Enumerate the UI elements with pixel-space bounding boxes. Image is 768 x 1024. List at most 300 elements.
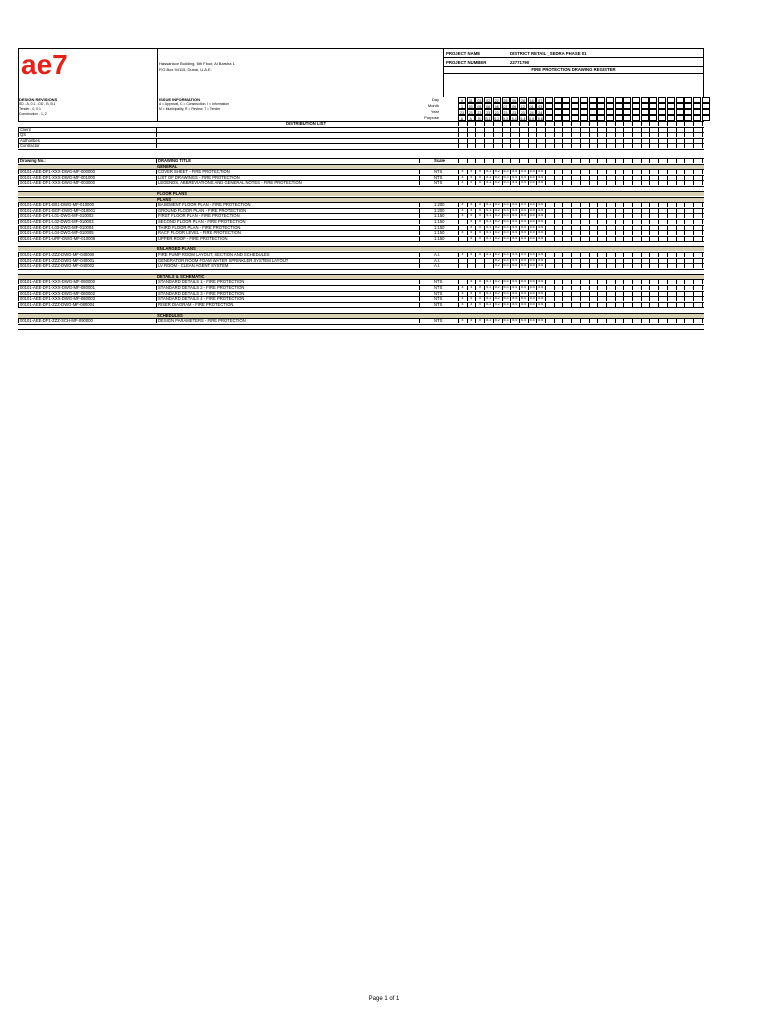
drawing-title: DESIGN PARAMETERS - FIRE PROTECTION (156, 318, 421, 323)
revision-cell: 5.5 (529, 279, 535, 284)
design-revisions-line: Tender - 0, 0.1 (19, 107, 41, 111)
row-divider (18, 269, 704, 270)
revision-cell: 5.4 (512, 213, 518, 218)
drawing-scale: A.I. (419, 258, 457, 263)
revision-cell: 5.4 (520, 219, 526, 223)
drawing-number: 00101-AEE-DF1-ZZZ-DWG-MF-040001 (18, 258, 158, 263)
revision-cell: 5.5 (529, 263, 535, 268)
revision-cell: 5.4 (520, 263, 526, 268)
revision-cell: 5 (475, 285, 483, 290)
revision-purpose-cell: A (458, 115, 466, 121)
revision-year-cell: 23 (520, 111, 525, 115)
revision-cell: 5.5 (529, 257, 535, 262)
revision-cell: 5.1 (486, 213, 492, 218)
row-divider (18, 285, 704, 286)
revision-cell: 5.2 (494, 263, 500, 268)
row-divider (18, 225, 704, 226)
revision-cell: 4 (467, 279, 475, 284)
revision-cell: 5.6 (538, 213, 544, 218)
drawing-title: UPPER ROOF - FIRE PROTECTION (156, 236, 421, 241)
revision-month-cell: 05 (477, 105, 482, 109)
issue-information (157, 97, 443, 121)
distribution-party: Contractor (18, 143, 158, 148)
revision-cell: 5.2 (494, 235, 500, 240)
revision-year-cell: 24 (529, 111, 534, 115)
drawing-title: RISER DIAGRAM - FIRE PROTECTION (156, 302, 421, 307)
drawing-scale: A.I. (419, 252, 457, 257)
logo-text: ae7 (21, 52, 68, 78)
drawing-scale: 1:150 (419, 213, 457, 218)
revision-cell: 5.3 (503, 230, 509, 235)
drawing-title: STANDARD DETAILS 1 - FIRE PROTECTION (156, 279, 421, 284)
revision-month-cell: 06 (494, 105, 499, 109)
section-title: PLANS (157, 196, 172, 202)
row-divider (18, 186, 704, 187)
revision-cell: 4 (467, 230, 475, 235)
revision-info (18, 97, 704, 121)
revision-cell: 5.5 (529, 235, 535, 240)
revision-cell: 5.2 (494, 257, 500, 262)
revision-cell: 5.1 (486, 301, 492, 306)
revision-cell: 5.6 (538, 230, 544, 235)
revision-cell: 4 (458, 208, 466, 213)
drawing-number: 00101-AEE-DF1-XXX-DWG-MF-000000 (18, 169, 158, 174)
revision-cell: 5.5 (529, 174, 535, 179)
day-label: Day (431, 97, 439, 102)
revision-month-cell: 03 (538, 105, 543, 109)
row-divider (18, 291, 704, 292)
revision-cell: 4 (458, 302, 466, 307)
drawing-title: STANDARD DETAILS 4 - FIRE PROTECTION (156, 296, 421, 301)
revision-cell: 5.3 (503, 301, 509, 306)
row-divider (18, 313, 704, 314)
revision-cell: 4 (458, 169, 466, 174)
revision-cell: 4 (458, 180, 466, 185)
revision-cell: 4 (467, 213, 475, 218)
revision-cell: 5.5 (529, 224, 535, 229)
drawing-number: 00101-AEE-DF1-URF-DWG-MF-010006 (18, 236, 158, 241)
revision-cell: 5.2 (494, 296, 500, 301)
revision-cell: 5.1 (486, 174, 492, 179)
revision-cell: 5.3 (503, 219, 509, 223)
revision-cell: 5.6 (538, 290, 544, 295)
drawing-scale: NTS (419, 180, 457, 185)
issue-information-line: A = Approval, C = Construction, I = Information (159, 102, 230, 106)
revision-cell: 5 (475, 202, 483, 207)
revision-cell: 5.5 (529, 252, 535, 257)
row-divider (18, 263, 704, 264)
revision-cell: 5.5 (529, 180, 535, 185)
drawing-title: GROUND FLOOR PLAN - FIRE PROTECTION (156, 208, 421, 213)
drawing-scale: NTS (419, 318, 457, 323)
revision-cell: 5 (475, 230, 483, 235)
project-number-label: PROJECT NUMBER (446, 59, 487, 65)
revision-cell: 5.3 (503, 169, 509, 174)
drawing-number: 00101-AEE-DF1-XXX-DWG-MF-003000 (18, 180, 158, 185)
revision-cell: 5.4 (520, 169, 526, 174)
revision-cell: 5.4 (520, 235, 526, 240)
drawing-scale: 1:150 (419, 219, 457, 224)
issue-information-title: ISSUE INFORMATION (159, 97, 201, 102)
distribution-party: Authorities (18, 138, 158, 143)
revision-day-cell: 28 (520, 99, 525, 103)
drawing-scale: NTS (419, 285, 457, 290)
issue-information-line: M = Municipality, R = Review, T = Tender (159, 107, 221, 111)
revision-purpose-cell: 5.4 (520, 117, 526, 121)
revision-cell: 4 (467, 296, 475, 301)
row-divider (18, 258, 704, 259)
revision-cell: 5.1 (486, 224, 492, 229)
revision-cell: 5.3 (503, 279, 509, 284)
revision-cell: 5.5 (529, 230, 535, 235)
row-divider (18, 219, 704, 220)
revision-cell: 5.4 (512, 257, 518, 262)
revision-cell: 5.3 (503, 296, 509, 301)
section-title: DETAILS & SCHEMATIC (157, 273, 205, 279)
revision-cell: 5.4 (520, 318, 526, 323)
revision-cell: 5.3 (503, 285, 509, 290)
drawing-number: 00101-AEE-DF1-XXX-DWG-MF-080000 (18, 279, 158, 284)
revision-cell: 5.4 (512, 301, 518, 306)
revision-cell: 5.5 (529, 219, 535, 223)
revision-cell: 5.5 (529, 285, 535, 290)
revision-cell: 5.1 (486, 290, 492, 295)
revision-cell: 5.4 (520, 285, 526, 290)
year-label: Year (430, 109, 439, 114)
revision-cell: 5.6 (538, 235, 544, 240)
revision-cell: 5.1 (486, 285, 492, 290)
revision-cell: 5.6 (538, 318, 544, 323)
row-divider (18, 246, 704, 247)
section-title: SCHEDULES (157, 312, 183, 318)
revision-cell: 5.4 (520, 290, 526, 295)
revision-cell: 5.3 (503, 257, 509, 262)
revision-cell: 4 (467, 169, 475, 174)
revision-purpose-cell: B.1 (485, 117, 491, 121)
design-revisions (18, 97, 157, 121)
revision-cell: 5.6 (538, 279, 544, 284)
drawing-scale: 1:150 (419, 236, 457, 241)
revision-cell: 5.4 (512, 296, 518, 301)
revision-year-cell: 23 (486, 111, 491, 115)
revision-day-cell: 31 (468, 99, 473, 103)
revision-cell: 5.3 (503, 290, 509, 295)
drawing-number: 00101-AEE-DF1-ZZZ-SCH-MF-090000 (18, 318, 158, 323)
address-line-2: P.O.Box 94115, Dubai, U.A.E. (159, 66, 212, 72)
revision-cell: 4 (458, 291, 466, 296)
revision-cell: 5.4 (520, 257, 526, 262)
row-divider (18, 208, 704, 209)
revision-month-cell: 01 (529, 105, 534, 109)
revision-cell: 5.3 (503, 180, 509, 185)
drawing-title: RACF FLOOR LEVEL - FIRE PROTECTION (156, 230, 421, 235)
revision-cell: 5.1 (486, 202, 492, 207)
drawing-scale: NTS (419, 302, 457, 307)
row-divider (18, 138, 704, 139)
revision-cell: 4 (467, 208, 475, 213)
revision-cell: 5.1 (486, 235, 492, 240)
purpose-label: Purpose (424, 115, 439, 120)
revision-cell: 4 (467, 252, 475, 257)
drawing-number: 00101-AEE-DF1-ZZZ-DWG-MF-080004 (18, 302, 158, 307)
drawing-title: STANDARD DETAILS 2 - FIRE PROTECTION (156, 285, 421, 290)
drawing-title: LIST OF DRAWINGS - FIRE PROTECTION (156, 175, 421, 180)
drawing-scale: 1:150 (419, 230, 457, 235)
revision-month-cell: 07 (503, 105, 508, 109)
revision-cell: 5.4 (512, 318, 518, 323)
revision-cell: 5.4 (520, 301, 526, 306)
revision-cell: 5.2 (494, 230, 500, 235)
revision-cell: 5 (475, 302, 483, 307)
revision-cell: 5 (475, 296, 483, 301)
revision-cell: 4 (467, 291, 475, 296)
revision-day-cell: 02 (486, 99, 491, 103)
register-title: FIRE PROTECTION DRAWING REGISTER (444, 67, 703, 74)
drawing-number: 00101-AEE-DF1-BGF-DWG-MF-010001 (18, 208, 158, 213)
revision-cell: 5 (475, 169, 483, 174)
distribution-party: Client (18, 127, 158, 132)
drawing-number: 00101-AEE-DF1-XXX-DWG-MF-001000 (18, 175, 158, 180)
drawing-scale: 1:200 (419, 208, 457, 213)
revision-day-cell: 9 (458, 97, 466, 103)
drawing-number: 00101-AEE-DF1-ZZZ-DWG-MF-040002 (18, 263, 158, 268)
revision-day-cell: 22 (494, 99, 499, 103)
row-divider (18, 236, 704, 237)
logo-cell (18, 49, 157, 97)
row-divider (18, 121, 704, 122)
revision-cell: 5.2 (494, 207, 500, 212)
revision-cell: 5.4 (520, 180, 526, 185)
drawing-title: COVER SHEET - FIRE PROTECTION (156, 169, 421, 174)
drawing-no-header: Drawing No.: (18, 158, 158, 163)
row-divider (18, 324, 704, 325)
project-name-value: DISTRICT RETAIL _SEDRA PHASE 01 (510, 50, 587, 56)
row-divider (18, 180, 704, 181)
revision-cell: 5.4 (512, 290, 518, 295)
revision-cell: 4 (467, 202, 475, 207)
revision-cell: 5.6 (538, 180, 544, 185)
row-divider (18, 307, 704, 308)
revision-cell: 5.4 (520, 202, 526, 207)
revision-cell: 5.4 (512, 285, 518, 290)
row-divider (18, 164, 704, 165)
revision-cell: 4 (458, 213, 466, 218)
drawing-title: FIRE PUMP ROOM LAYOUT, SECTION AND SCHEDULES (156, 252, 421, 257)
revision-cell: 5.6 (538, 285, 544, 290)
revision-cell: 5.3 (503, 263, 509, 268)
design-revisions-title: DESIGN REVISIONS (19, 97, 58, 102)
revision-day-cell: 09 (512, 99, 517, 103)
revision-cell: 5.2 (494, 290, 500, 295)
revision-cell: 5.2 (494, 252, 500, 257)
revision-cell: 5.3 (503, 235, 509, 240)
revision-month-cell: 09 (512, 105, 517, 109)
revision-cell: 5.6 (538, 257, 544, 262)
row-divider (18, 296, 704, 297)
revision-cell: 4 (458, 285, 466, 290)
revision-cell: 5.4 (512, 279, 518, 284)
section-title: FLOOR PLANS (157, 191, 188, 196)
revision-cell: 5.4 (512, 174, 518, 179)
page-number: Page 1 of 1 (368, 996, 400, 1002)
register-table (18, 121, 704, 329)
drawing-scale: NTS (419, 169, 457, 174)
revision-purpose-cell: 5.5 (529, 117, 535, 121)
revision-cell: 5 (475, 291, 483, 296)
revision-cell: 5.6 (538, 174, 544, 179)
revision-cell: 5.4 (512, 235, 518, 240)
revision-cell: 5.6 (538, 263, 544, 268)
row-divider (18, 143, 704, 144)
section-title: GENERAL (157, 163, 178, 169)
revision-cell: 5 (475, 175, 483, 180)
revision-day-cell: 25 (503, 99, 508, 103)
drawing-number: 00101-AEE-DF1-ZZZ-DWG-MF-040000 (18, 252, 158, 257)
row-divider (18, 329, 704, 330)
drawing-scale: NTS (419, 279, 457, 284)
row-divider (18, 149, 704, 150)
ae7-logo (21, 52, 91, 78)
revision-cell: 5.4 (520, 174, 526, 179)
revision-cell: 5.4 (512, 180, 518, 185)
revision-cell: 5.3 (503, 202, 509, 207)
revision-cell: 5.5 (529, 169, 535, 174)
drawing-scale: NTS (419, 291, 457, 296)
row-divider (18, 318, 704, 319)
drawing-title-header: DRAWING TITLE (156, 158, 421, 163)
row-divider (18, 302, 704, 303)
revision-cell: 5 (475, 252, 483, 257)
project-number-value: 22771790 (510, 59, 530, 65)
revision-cell: 5.4 (520, 252, 526, 257)
drawing-register-sheet (18, 48, 704, 329)
revision-cell: 5 (475, 208, 483, 213)
revision-cell: 5.3 (503, 213, 509, 218)
drawing-number: 00101-AEE-DF1-L01-DWG-MF-010002 (18, 213, 158, 218)
revision-cell: 5 (475, 279, 483, 284)
revision-cell: 4 (458, 202, 466, 207)
revision-cell: 5.3 (503, 174, 509, 179)
revision-year-cell: 23 (468, 111, 473, 115)
row-divider (18, 175, 704, 176)
revision-cell: 5.5 (529, 318, 535, 323)
revision-cell: 5.5 (529, 296, 535, 301)
row-divider (18, 202, 704, 203)
section-title: ENLARGED PLANS (157, 246, 196, 252)
revision-cell: 5.3 (503, 207, 509, 212)
drawing-title: STANDARD DETAILS 3 - FIRE PROTECTION (156, 291, 421, 296)
revision-cell: 5.5 (529, 213, 535, 218)
revision-cell: 5.3 (503, 252, 509, 257)
revision-cell: 5.5 (529, 207, 535, 212)
drawing-scale: A.I. (419, 263, 457, 268)
project-name-label: PROJECT NAME (446, 50, 481, 56)
revision-cell: 5.2 (494, 318, 500, 323)
drawing-title: THIRD FLOOR PLAN - FIRE PROTECTION (156, 225, 421, 230)
revision-cell: 5.1 (486, 207, 492, 212)
revision-cell: 5.5 (529, 301, 535, 306)
drawing-scale: 1:200 (419, 202, 457, 207)
revision-cell: 5.2 (494, 224, 500, 229)
drawing-title: SECOND FLOOR PLAN - FIRE PROTECTION (156, 219, 421, 224)
revision-purpose-cell: 5.6 (537, 117, 543, 121)
drawing-number: 00101-AEE-DF1-B01-DWG-MF-010000 (18, 202, 158, 207)
drawing-number: 00101-AEE-DF1-L04-DWG-MF-010005 (18, 230, 158, 235)
row-divider (18, 169, 704, 170)
register-header (18, 48, 704, 97)
revision-cell: 5.4 (520, 213, 526, 218)
drawing-number: 00101-AEE-DF1-XXX-DWG-MF-080002 (18, 291, 158, 296)
row-divider (18, 197, 704, 198)
drawing-number: 00101-AEE-DF1-XXX-DWG-MF-080003 (18, 296, 158, 301)
revision-cell: 4 (467, 180, 475, 185)
revision-cell: 5.1 (486, 230, 492, 235)
revision-cell: 5.6 (538, 252, 544, 257)
revision-cell: 5.4 (512, 230, 518, 235)
revision-cell: 5.4 (520, 296, 526, 301)
revision-cell: 5.2 (494, 301, 500, 306)
revision-cell: 4 (467, 225, 475, 230)
revision-purpose-cell: B (475, 115, 483, 121)
revision-cell: 5.4 (520, 207, 526, 212)
row-divider (18, 274, 704, 275)
revision-year-cell: 23 (477, 111, 482, 115)
row-divider (18, 132, 704, 133)
revision-cell: 4 (458, 318, 466, 323)
revision-cell: 5.3 (503, 318, 509, 323)
design-revisions-line: Construction - 1, 2 (19, 112, 47, 116)
revision-day-cell: 07 (538, 99, 543, 103)
drawing-number: 00101-AEE-DF1-L03-DWG-MF-010004 (18, 225, 158, 230)
revision-cell: 5 (475, 219, 483, 224)
revision-cell: 5.2 (494, 180, 500, 185)
revision-cell: 4 (467, 175, 475, 180)
revision-cell: 5.5 (529, 202, 535, 207)
revision-year-cell: 23 (494, 111, 499, 115)
address-cell (157, 49, 443, 97)
revision-year-cell: 23 (503, 111, 508, 115)
drawing-title: FIRST FLOOR PLAN - FIRE PROTECTION (156, 213, 421, 218)
revision-cell: 5.1 (486, 296, 492, 301)
revision-cell: 5.4 (512, 169, 518, 174)
revision-cell: 4 (467, 285, 475, 290)
row-divider (18, 158, 704, 159)
revision-cell: 5.6 (538, 296, 544, 301)
revision-month-cell: 06 (486, 105, 491, 109)
revision-cell: 5 (475, 236, 483, 241)
revision-cell: 5.1 (486, 169, 492, 174)
revision-cell: 5.2 (494, 174, 500, 179)
revision-month-cell: 03 (468, 105, 473, 109)
revision-cell: 5 (475, 180, 483, 185)
revision-cell: 4 (458, 252, 466, 257)
revision-cell: 5.1 (486, 252, 492, 257)
row-divider (18, 191, 704, 192)
revision-cell: 4 (467, 302, 475, 307)
issue-row-labels (424, 97, 439, 121)
distribution-list-title: DISTRIBUTION LIST (285, 121, 326, 126)
revision-cell: 5.1 (486, 219, 492, 223)
drawing-number: 00101-AEE-DF1-XXX-DWG-MF-080001 (18, 285, 158, 290)
revision-cell: 5.4 (512, 252, 518, 257)
revision-cell: 5.4 (512, 263, 518, 268)
row-divider (18, 230, 704, 231)
drawing-scale: NTS (419, 296, 457, 301)
revision-cell: 5.6 (538, 207, 544, 212)
revision-cell: 4 (458, 175, 466, 180)
revision-cell: 5 (475, 213, 483, 218)
revision-cell: 5.1 (486, 318, 492, 323)
